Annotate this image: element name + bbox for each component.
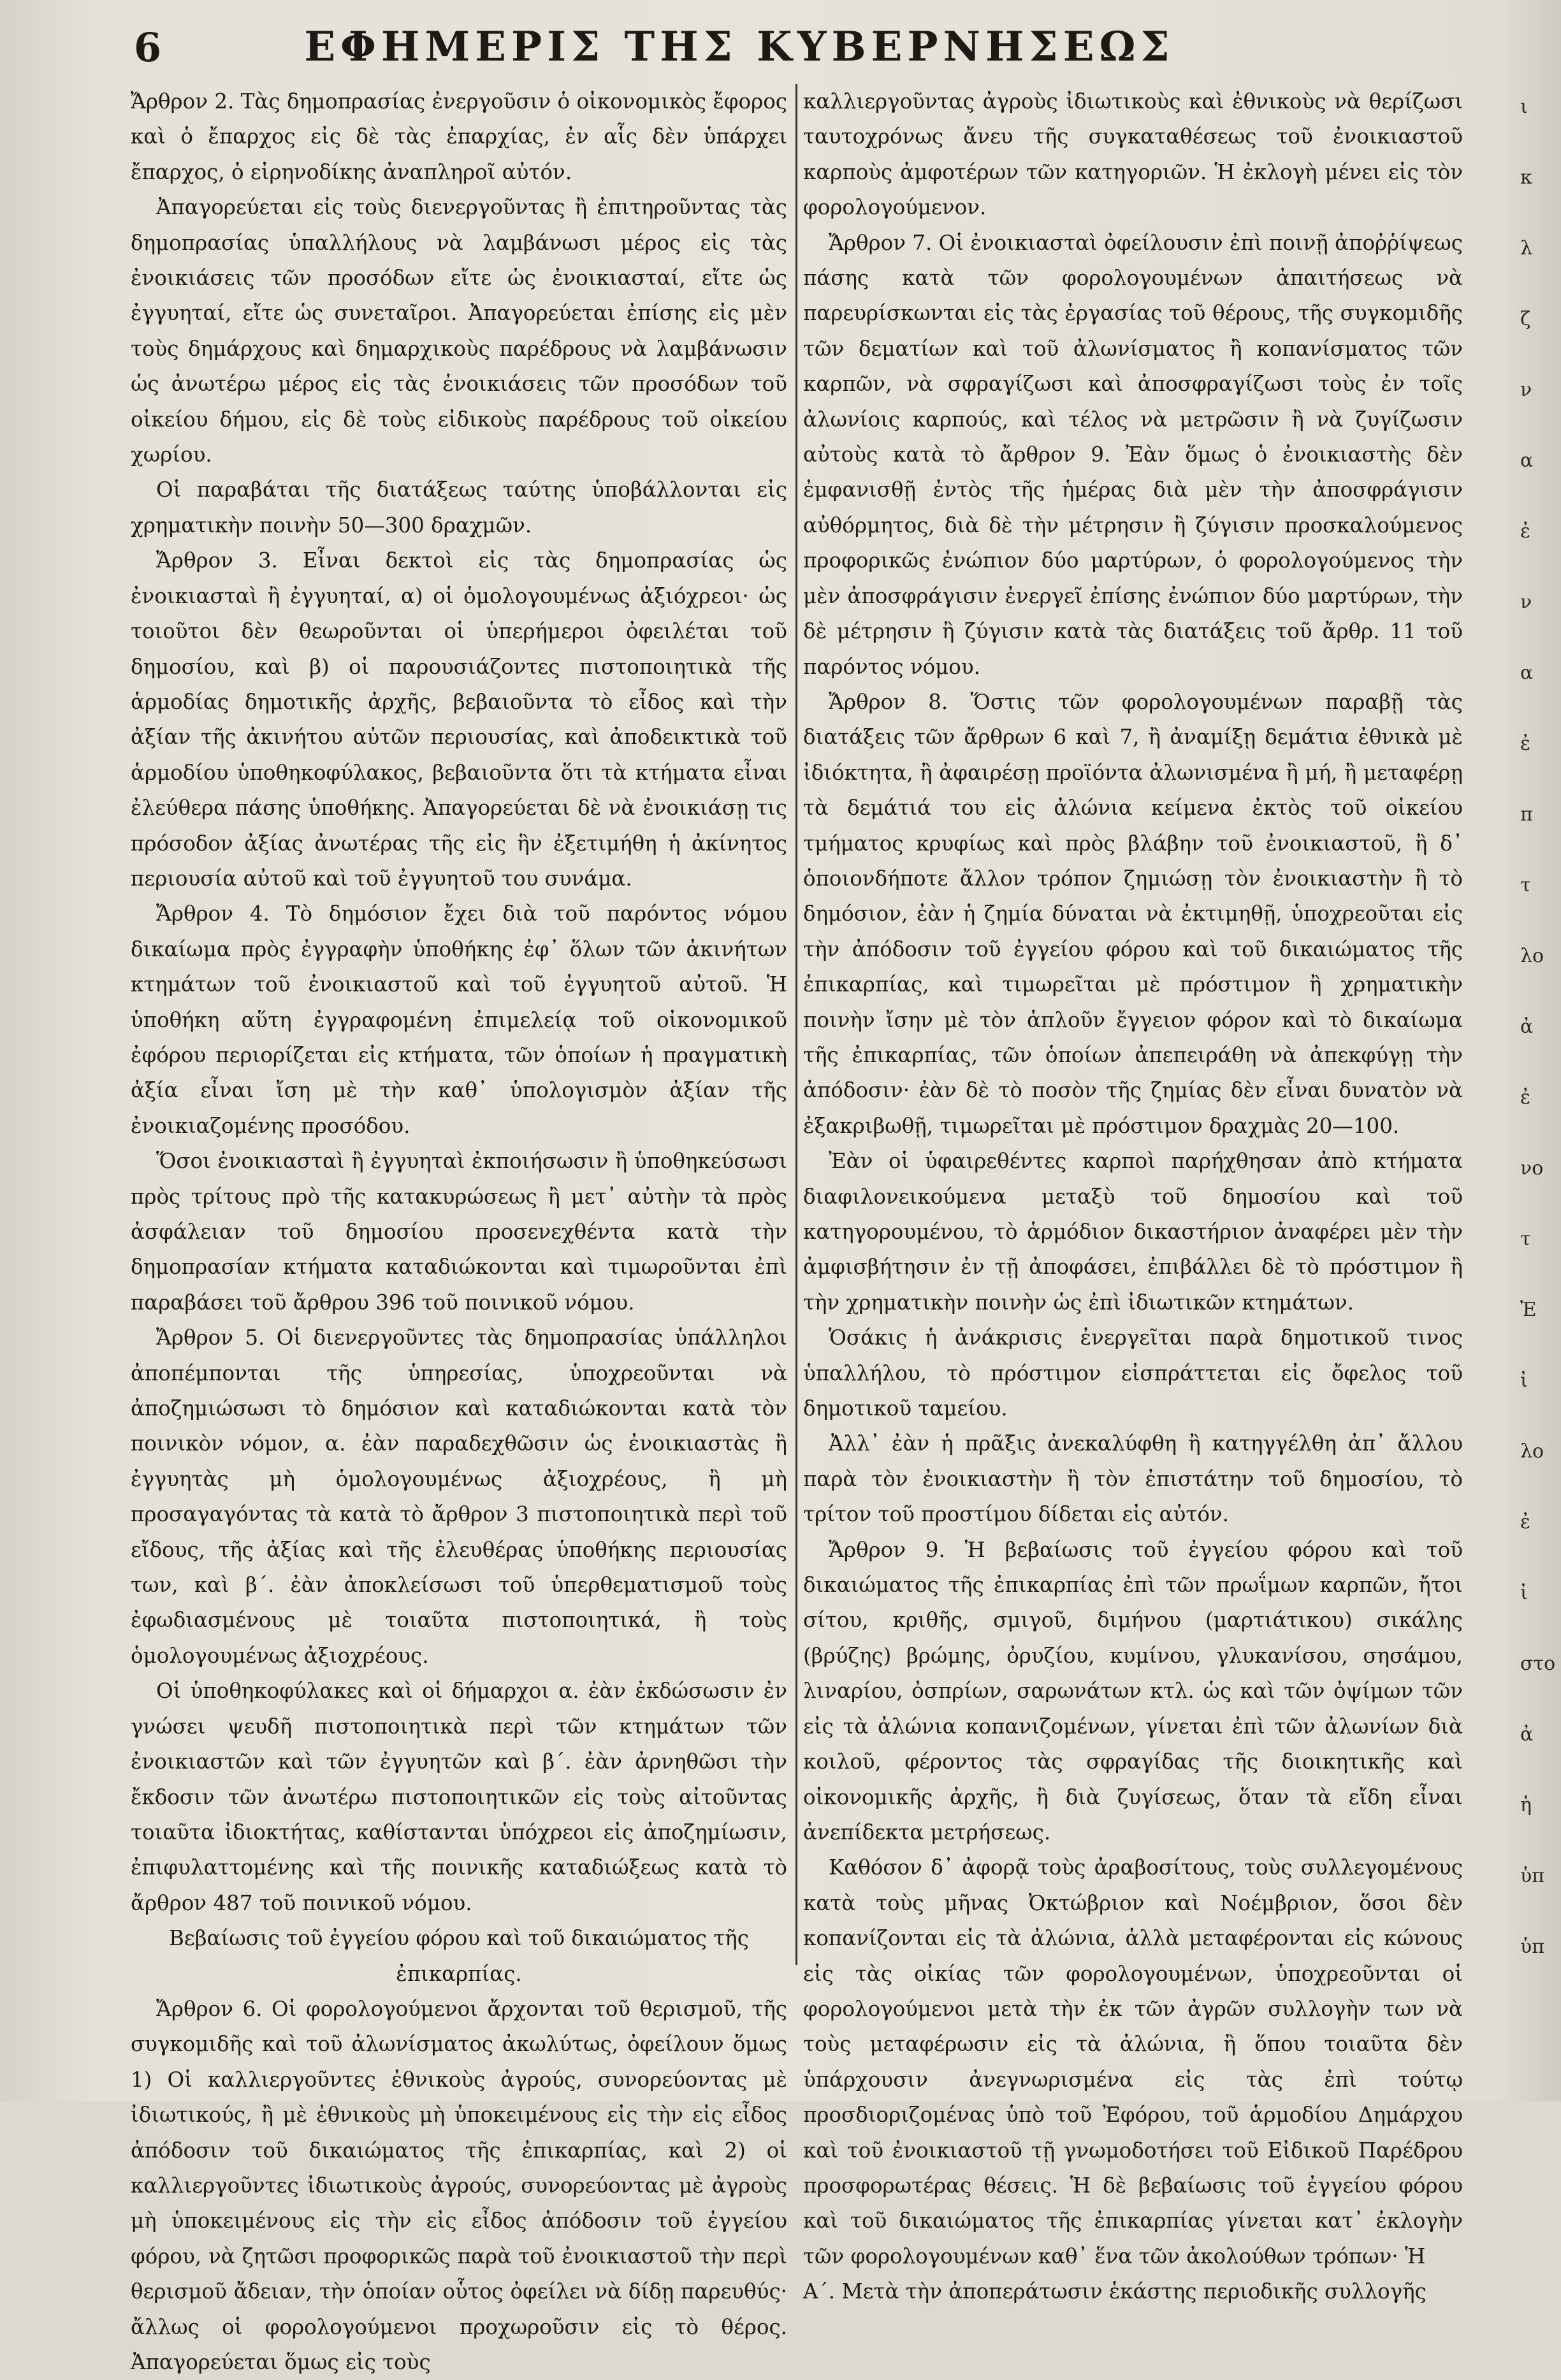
paragraph: Ἀλλ᾽ ἐὰν ἡ πρᾶξις ἀνεκαλύφθη ἢ κατηγγέλθη ἀπ᾽ ἄλλου παρὰ τὸν ἐνοικιαστὴν ἢ τὸν ἐπιστάτην τοῦ δημοσίου, τὸ τρίτον τοῦ προστίμου δίδεται εἰς αὐτόν. xyxy=(803,1431,1463,1527)
edge-fragment: ἐ xyxy=(1520,1511,1531,1533)
edge-fragment: νο xyxy=(1520,1157,1544,1179)
paragraph-art2: Ἄρθρον 2. Τὰς δημοπρασίας ἐνεργοῦσιν ὁ οἰκονομικὸς ἔφορος καὶ ὁ ἔπαρχος εἰς δὲ τὰς ἐπαρχίας, ἐν αἷς δὲν ὑπάρχει ἔπαρχος, ὁ εἰρηνοδίκης ἀναπληροῖ αὐτόν. xyxy=(131,89,787,184)
journal-title: ΕΦΗΜΕΡΙΣ ΤΗΣ ΚΥΒΕΡΝΗΣΕΩΣ xyxy=(304,23,1175,71)
edge-fragment: α xyxy=(1520,449,1534,472)
edge-fragment: στο xyxy=(1520,1653,1556,1675)
paragraph-art3: Ἄρθρον 3. Εἶναι δεκτοὶ εἰς τὰς δημοπρασίας ὡς ἐνοικιασταὶ ἢ ἐγγυηταί, α) οἱ ὁμολογουμένως ἀξιόχρεοι· ὡς τοιοῦτοι δὲν θεωροῦνται οἱ ὑπερήμεροι ὀφειλέται τοῦ δημοσίου, καὶ β) οἱ παρουσιάζοντες πιστοποιητικὰ τῆς ἁρμοδίας δημοτικῆς ἀρχῆς, βεβαιοῦντα τὸ εἶδος καὶ τὴν ἀξίαν τῆς ἀκινήτου αὐτῶν περιουσίας, καὶ ἀποδεικτικὰ τοῦ ἁρμοδίου ὑποθηκοφύλακος, βεβαιοῦντα ὅτι τὰ κτήματα εἶναι ἐλεύθερα πάσης ὑποθήκης. Ἀπαγορεύεται δὲ νὰ ἐνοικιάσῃ τις πρόσοδον ἀξίας ἀνωτέρας τῆς εἰς ἣν ἐξετιμήθη ἡ ἀκίνητος περιουσία αὐτοῦ καὶ τοῦ ἐγγυητοῦ του συνάμα. xyxy=(131,548,787,891)
paragraph: Ἀπαγορεύεται εἰς τοὺς διενεργοῦντας ἢ ἐπιτηροῦντας τὰς δημοπρασίας ὑπαλλήλους νὰ λαμβάνωσι μέρος εἰς τὰς ἐνοικιάσεις τῶν προσόδων εἴτε ὡς ἐνοικιασταί, εἴτε ὡς ἐγγυηταί, εἴτε ὡς συνεταῖροι. Ἀπαγορεύεται ἐπίσης εἰς μὲν τοὺς δημάρχους καὶ δημαρχικοὺς παρέδρους νὰ λαμβάνωσιν ὡς ἀνωτέρω μέρος εἰς τὰς ἐνοικιάσεις τῶν προσόδων τοῦ οἰκείου δήμου, εἰς δὲ τοὺς εἰδικοὺς παρέδρους τοῦ οἰκείου χωρίου. xyxy=(131,195,787,467)
adjacent-page-edge xyxy=(1520,89,1558,2066)
paragraph: Καθόσον δ᾽ ἀφορᾷ τοὺς ἀραβοσίτους, τοὺς συλλεγομένους κατὰ τοὺς μῆνας Ὀκτώβριον καὶ Νοέμβριον, ὅσοι δὲν κοπανίζονται εἰς τὰ ἀλώνια, ἀλλὰ μεταφέρονται εἰς κώνους εἰς τὰς οἰκίας τῶν φορολογουμένων, ὑποχρεοῦνται οἱ φορολογούμενοι μετὰ τὴν ἐκ τῶν ἀγρῶν συλλογὴν των νὰ τοὺς μεταφέρωσιν εἰς τὰ ἀλώνια, ἢ ὅπου τοιαῦτα δὲν ὑπάρχουσιν ἀνεγνωρισμένα εἰς τὰς ἐπὶ τούτῳ προσδιοριζομένας ὑπὸ τοῦ Ἐφόρου, τοῦ ἁρμοδίου Δημάρχου καὶ τοῦ ἐνοικιαστοῦ τῇ γνωμοδοτήσει τοῦ Εἰδικοῦ Παρέδρου προσφορωτέρας θέσεις. Ἡ δὲ βεβαίωσις τοῦ ἐγγείου φόρου καὶ τοῦ δικαιώματος τῆς ἐπικαρπίας γίνεται κατ᾽ ἐκλογὴν τῶν φορολογουμένων καθ᾽ ἕνα τῶν ἀκολούθων τρόπων· Ἡ xyxy=(803,1855,1463,2268)
edge-fragment: κ xyxy=(1520,166,1532,189)
edge-fragment: ἐ xyxy=(1520,733,1531,755)
edge-fragment: ἰ xyxy=(1520,1369,1528,1392)
edge-fragment: λο xyxy=(1520,1440,1544,1463)
edge-fragment: ἐ xyxy=(1520,520,1531,543)
paragraph: Οἱ παραβάται τῆς διατάξεως ταύτης ὑποβάλλονται εἰς χρηματικὴν ποινὴν 50—300 δραχμῶν. xyxy=(131,478,787,537)
paragraph: Οἱ ὑποθηκοφύλακες καὶ οἱ δήμαρχοι α. ἐὰν ἐκδώσωσιν ἐν γνώσει ψευδῆ πιστοποιητικὰ περὶ τῶν κτημάτων τῶν ἐνοικιαστῶν καὶ τῶν ἐγγυητῶν καὶ β´. ἐὰν ἀρνηθῶσι τὴν ἔκδοσιν τῶν ἀνωτέρω πιστοποιητικῶν εἰς τοὺς αἰτοῦντας τοιαῦτα ἰδιοκτήτας, καθίστανται ὑπόχρεοι εἰς ἀποζημίωσιν, ἐπιφυλαττομένης καὶ τῆς ποινικῆς καταδιώξεως κατὰ τὸ ἄρθρον 487 τοῦ ποινικοῦ νόμου. xyxy=(131,1679,787,1915)
edge-fragment: ν xyxy=(1520,379,1532,401)
edge-fragment: ν xyxy=(1520,591,1532,613)
edge-fragment: τ xyxy=(1520,874,1531,896)
edge-fragment: Ἐ xyxy=(1520,1299,1537,1321)
edge-fragment: ὑπ xyxy=(1520,1936,1544,1958)
edge-fragment: π xyxy=(1520,803,1533,826)
paragraph-item-a: Α´. Μετὰ τὴν ἀποπεράτωσιν ἑκάστης περιοδικῆς συλλογῆς xyxy=(803,2279,1427,2304)
left-column xyxy=(131,84,787,2374)
paragraph-art8: Ἄρθρον 8. Ὅστις τῶν φορολογουμένων παραβῇ τὰς διατάξεις τῶν ἄρθρων 6 καὶ 7, ἢ ἀναμίξῃ δεμάτια ἐθνικὰ μὲ ἰδιόκτητα, ἢ ἀφαιρέσῃ προϊόντα ἀλωνισμένα ἢ μή, ἢ μεταφέρῃ τὰ δεμάτιά του εἰς ἀλώνια κείμενα ἐκτὸς τοῦ οἰκείου τμήματος κρυφίως καὶ πρὸς βλάβην τοῦ ἐνοικιαστοῦ, ἢ δ᾽ ὁποιονδήποτε ἄλλον τρόπον ζημιώσῃ τὸν ἐνοικιαστὴν ἢ τὸ δημόσιον, ἐὰν ἡ ζημία δύναται νὰ ἐκτιμηθῇ, ὑποχρεοῦται εἰς τὴν ἀπόδοσιν τοῦ ἐγγείου φόρου καὶ τοῦ δικαιώματος τῆς ἐπικαρπίας, καὶ τιμωρεῖται μὲ πρόστιμον ἢ χρηματικὴν ποινὴν ἴσην μὲ τὸν ἁπλοῦν ἔγγειον φόρον καὶ τὸ δικαίωμα τῆς ἐπικαρπίας, τῶν ὁποίων ἀπεπειράθη νὰ ἀπεκφύγῃ τὴν ἀπόδοσιν· ἐὰν δὲ τὸ ποσὸν τῆς ζημίας δὲν εἶναι δυνατὸν νὰ ἐξακριβωθῇ, τιμωρεῖται μὲ πρόστιμον δραχμὰς 20—100. xyxy=(803,689,1463,1138)
right-column xyxy=(803,84,1463,2304)
edge-fragment: ἀ xyxy=(1520,1016,1534,1038)
paragraph: Ἐὰν οἱ ὑφαιρεθέντες καρποὶ παρήχθησαν ἀπὸ κτήματα διαφιλονεικούμενα μεταξὺ τοῦ δημοσίου καὶ τοῦ κατηγορουμένου, τὸ ἁρμόδιον δικαστήριον ἀναφέρει μὲν τὴν ἀμφισβήτησιν ἐν τῇ ἀποφάσει, ἐπιβάλλει δὲ τὸ πρόστιμον ἢ τὴν χρηματικὴν ποινὴν ὡς ἐπὶ ἰδιωτικῶν κτημάτων. xyxy=(803,1149,1463,1315)
column-divider xyxy=(795,84,797,1965)
paragraph-art9: Ἄρθρον 9. Ἡ βεβαίωσις τοῦ ἐγγείου φόρου καὶ τοῦ δικαιώματος τῆς ἐπικαρπίας ἐπὶ τῶν πρωΐμων καρπῶν, ἤτοι σίτου, κριθῆς, σμιγοῦ, διμήνου (μαρτιάτικου) σικάλης (βρύζης) βρώμης, ὀρυζίου, κυμίνου, γλυκανίσου, σησάμου, λιναρίου, ὀσπρίων, σαρωνάτων κτλ. ὡς καὶ τῶν ὀψίμων τῶν εἰς τὰ ἀλώνια κοπανιζομένων, γίνεται ἐπὶ τῶν ἀλωνίων διὰ κοιλοῦ, φέροντος τὰς σφραγίδας τῆς διοικητικῆς καὶ οἰκονομικῆς ἀρχῆς, ἢ διὰ ζυγίσεως, ὅταν τὰ εἴδη εἶναι ἀνεπίδεκτα μετρήσεως. xyxy=(803,1537,1463,1844)
paragraph-art5: Ἄρθρον 5. Οἱ διενεργοῦντες τὰς δημοπρασίας ὑπάλληλοι ἀποπέμπονται τῆς ὑπηρεσίας, ὑποχρεοῦνται νὰ ἀποζημιώσωσι τὸ δημόσιον καὶ καταδιώκονται κατὰ τὸν ποινικὸν νόμον, α. ἐὰν παραδεχθῶσιν ὡς ἐνοικιαστὰς ἢ ἐγγυητὰς μὴ ὁμολογουμένως ἀξιοχρέους, ἢ μὴ προσαγαγόντας τὰ κατὰ τὸ ἄρθρον 3 πιστοποιητικὰ περὶ τοῦ εἴδους, τῆς ἀξίας καὶ τῆς ἐλευθέρας ὑποθήκης περιουσίας των, καὶ β´. ἐὰν ἀποκλείσωσι τοῦ ὑπερθεματισμοῦ τοὺς ἐφωδιασμένους μὲ τοιαῦτα πιστοποιητικά, ἢ τοὺς ὁμολογουμένως ἀξιοχρέους. xyxy=(131,1325,787,1668)
edge-fragment: ὑπ xyxy=(1520,1865,1544,1887)
section-subheading: Βεβαίωσις τοῦ ἐγγείου φόρου καὶ τοῦ δικαιώματος τῆς ἐπικαρπίας. xyxy=(169,1926,749,1986)
paragraph-art7: Ἄρθρον 7. Οἱ ἐνοικιασταὶ ὀφείλουσιν ἐπὶ ποινῇ ἀποῤῥίψεως πάσης κατὰ τῶν φορολογουμένων ἀπαιτήσεως νὰ παρευρίσκωνται εἰς τὰς ἐργασίας τοῦ θέρους, τῆς συγκομιδῆς τῶν δεματίων καὶ τοῦ ἀλωνίσματος ἢ κοπανίσματος τῶν καρπῶν, νὰ σφραγίζωσι καὶ ἀποσφραγίζωσι τοὺς ἐν τοῖς ἀλωνίοις καρπούς, καὶ τέλος νὰ μετρῶσιν ἢ νὰ ζυγίζωσιν αὐτοὺς κατὰ τὸ ἄρθρον 9. Ἐὰν ὅμως ὁ ἐνοικιαστὴς δὲν ἐμφανισθῇ ἐντὸς τῆς ἡμέρας διὰ μὲν τὴν ἀποσφράγισιν αὐθόρμητος, διὰ δὲ τὴν μέτρησιν ἢ ζύγισιν προσκαλούμενος προφορικῶς ἐνώπιον δύο μαρτύρων, ὁ φορολογούμενος τὴν μὲν ἀποσφράγισιν ἐνεργεῖ ἐπίσης ἐνώπιον δύο μαρτύρων, τὴν δὲ μέτρησιν ἢ ζύγισιν κατὰ τὰς διατάξεις τοῦ ἄρθρ. 11 τοῦ παρόντος νόμου. xyxy=(803,230,1463,679)
page-header xyxy=(127,18,1402,88)
edge-fragment: ἐ xyxy=(1520,1086,1531,1109)
edge-fragment: ζ xyxy=(1520,308,1531,330)
page-number: 6 xyxy=(134,24,162,71)
edge-fragment: λο xyxy=(1520,945,1544,967)
edge-fragment: τ xyxy=(1520,1228,1531,1250)
paragraph: Ὁσάκις ἡ ἀνάκρισις ἐνεργεῖται παρὰ δημοτικοῦ τινος ὑπαλλήλου, τὸ πρόστιμον εἰσπράττεται εἰς ὄφελος τοῦ δημοτικοῦ ταμείου. xyxy=(803,1325,1463,1421)
edge-fragment: ἡ xyxy=(1520,1794,1532,1816)
paragraph-continued: καλλιεργοῦντας ἀγροὺς ἰδιωτικοὺς καὶ ἐθνικοὺς νὰ θερίζωσι ταυτοχρόνως ἄνευ τῆς συγκαταθέσεως τοῦ ἐνοικιαστοῦ καρποὺς ἀμφοτέρων τῶν κατηγοριῶν. Ἡ ἐκλογὴ μένει εἰς τὸν φορολογούμενον. xyxy=(803,89,1463,220)
edge-fragment: ι xyxy=(1520,96,1528,118)
paragraph-art4: Ἄρθρον 4. Τὸ δημόσιον ἔχει διὰ τοῦ παρόντος νόμου δικαίωμα πρὸς ἐγγραφὴν ὑποθήκης ἐφ᾽ ὅλων τῶν ἀκινήτων κτημάτων τοῦ ἐνοικιαστοῦ καὶ τοῦ ἐγγυητοῦ αὐτοῦ. Ἡ ὑποθήκη αὕτη ἐγγραφομένη ἐπιμελείᾳ τοῦ οἰκονομικοῦ ἐφόρου περιορίζεται εἰς κτήματα, τῶν ὁποίων ἡ πραγματικὴ ἀξία εἶναι ἴση μὲ τὴν καθ᾽ ὑπολογισμὸν ἀξίαν τῆς ἐνοικιαζομένης προσόδου. xyxy=(131,902,787,1138)
edge-fragment: ἰ xyxy=(1520,1582,1528,1604)
paragraph: Ὅσοι ἐνοικιασταὶ ἢ ἐγγυηταὶ ἐκποιήσωσιν ἢ ὑποθηκεύσωσι πρὸς τρίτους πρὸ τῆς κατακυρώσεως ἢ μετ᾽ αὐτὴν τὰ πρὸς ἀσφάλειαν τοῦ δημοσίου προσενεχθέντα κατὰ τὴν δημοπρασίαν κτήματα καταδιώκονται καὶ τιμωροῦνται ἐπὶ παραβάσει τοῦ ἄρθρου 396 τοῦ ποινικοῦ νόμου. xyxy=(131,1149,787,1315)
paragraph-art6: Ἄρθρον 6. Οἱ φορολογούμενοι ἄρχονται τοῦ θερισμοῦ, τῆς συγκομιδῆς καὶ τοῦ ἀλωνίσματος ἀκωλύτως, ὀφείλουν ὅμως 1) Οἱ καλλιεργοῦντες ἐθνικοὺς ἀγρούς, συνορεύοντας μὲ ἰδιωτικούς, ἢ μὲ ἐθνικοὺς μὴ ὑποκειμένους εἰς τὴν εἰς εἶδος ἀπόδοσιν τοῦ δικαιώματος τῆς ἐπικαρπίας, καὶ 2) οἱ καλλιεργοῦντες ἰδιωτικοὺς ἀγρούς, συνορεύοντας μὲ ἀγροὺς μὴ ὑποκειμένους εἰς τὴν εἰς εἶδος ἀπόδοσιν τοῦ ἐγγείου φόρου, νὰ ζητῶσι προφορικῶς παρὰ τοῦ ἐνοικιαστοῦ τὴν περὶ θερισμοῦ ἄδειαν, τὴν ὁποίαν οὗτος ὀφείλει νὰ δίδῃ παρευθύς· ἄλλως οἱ φορολογούμενοι προχωροῦσιν εἰς τὸ θέρος. Ἀπαγορεύεται ὅμως εἰς τοὺς xyxy=(131,1996,787,2374)
edge-fragment: α xyxy=(1520,662,1534,684)
edge-fragment: ἀ xyxy=(1520,1723,1534,1746)
edge-fragment: λ xyxy=(1520,237,1533,259)
